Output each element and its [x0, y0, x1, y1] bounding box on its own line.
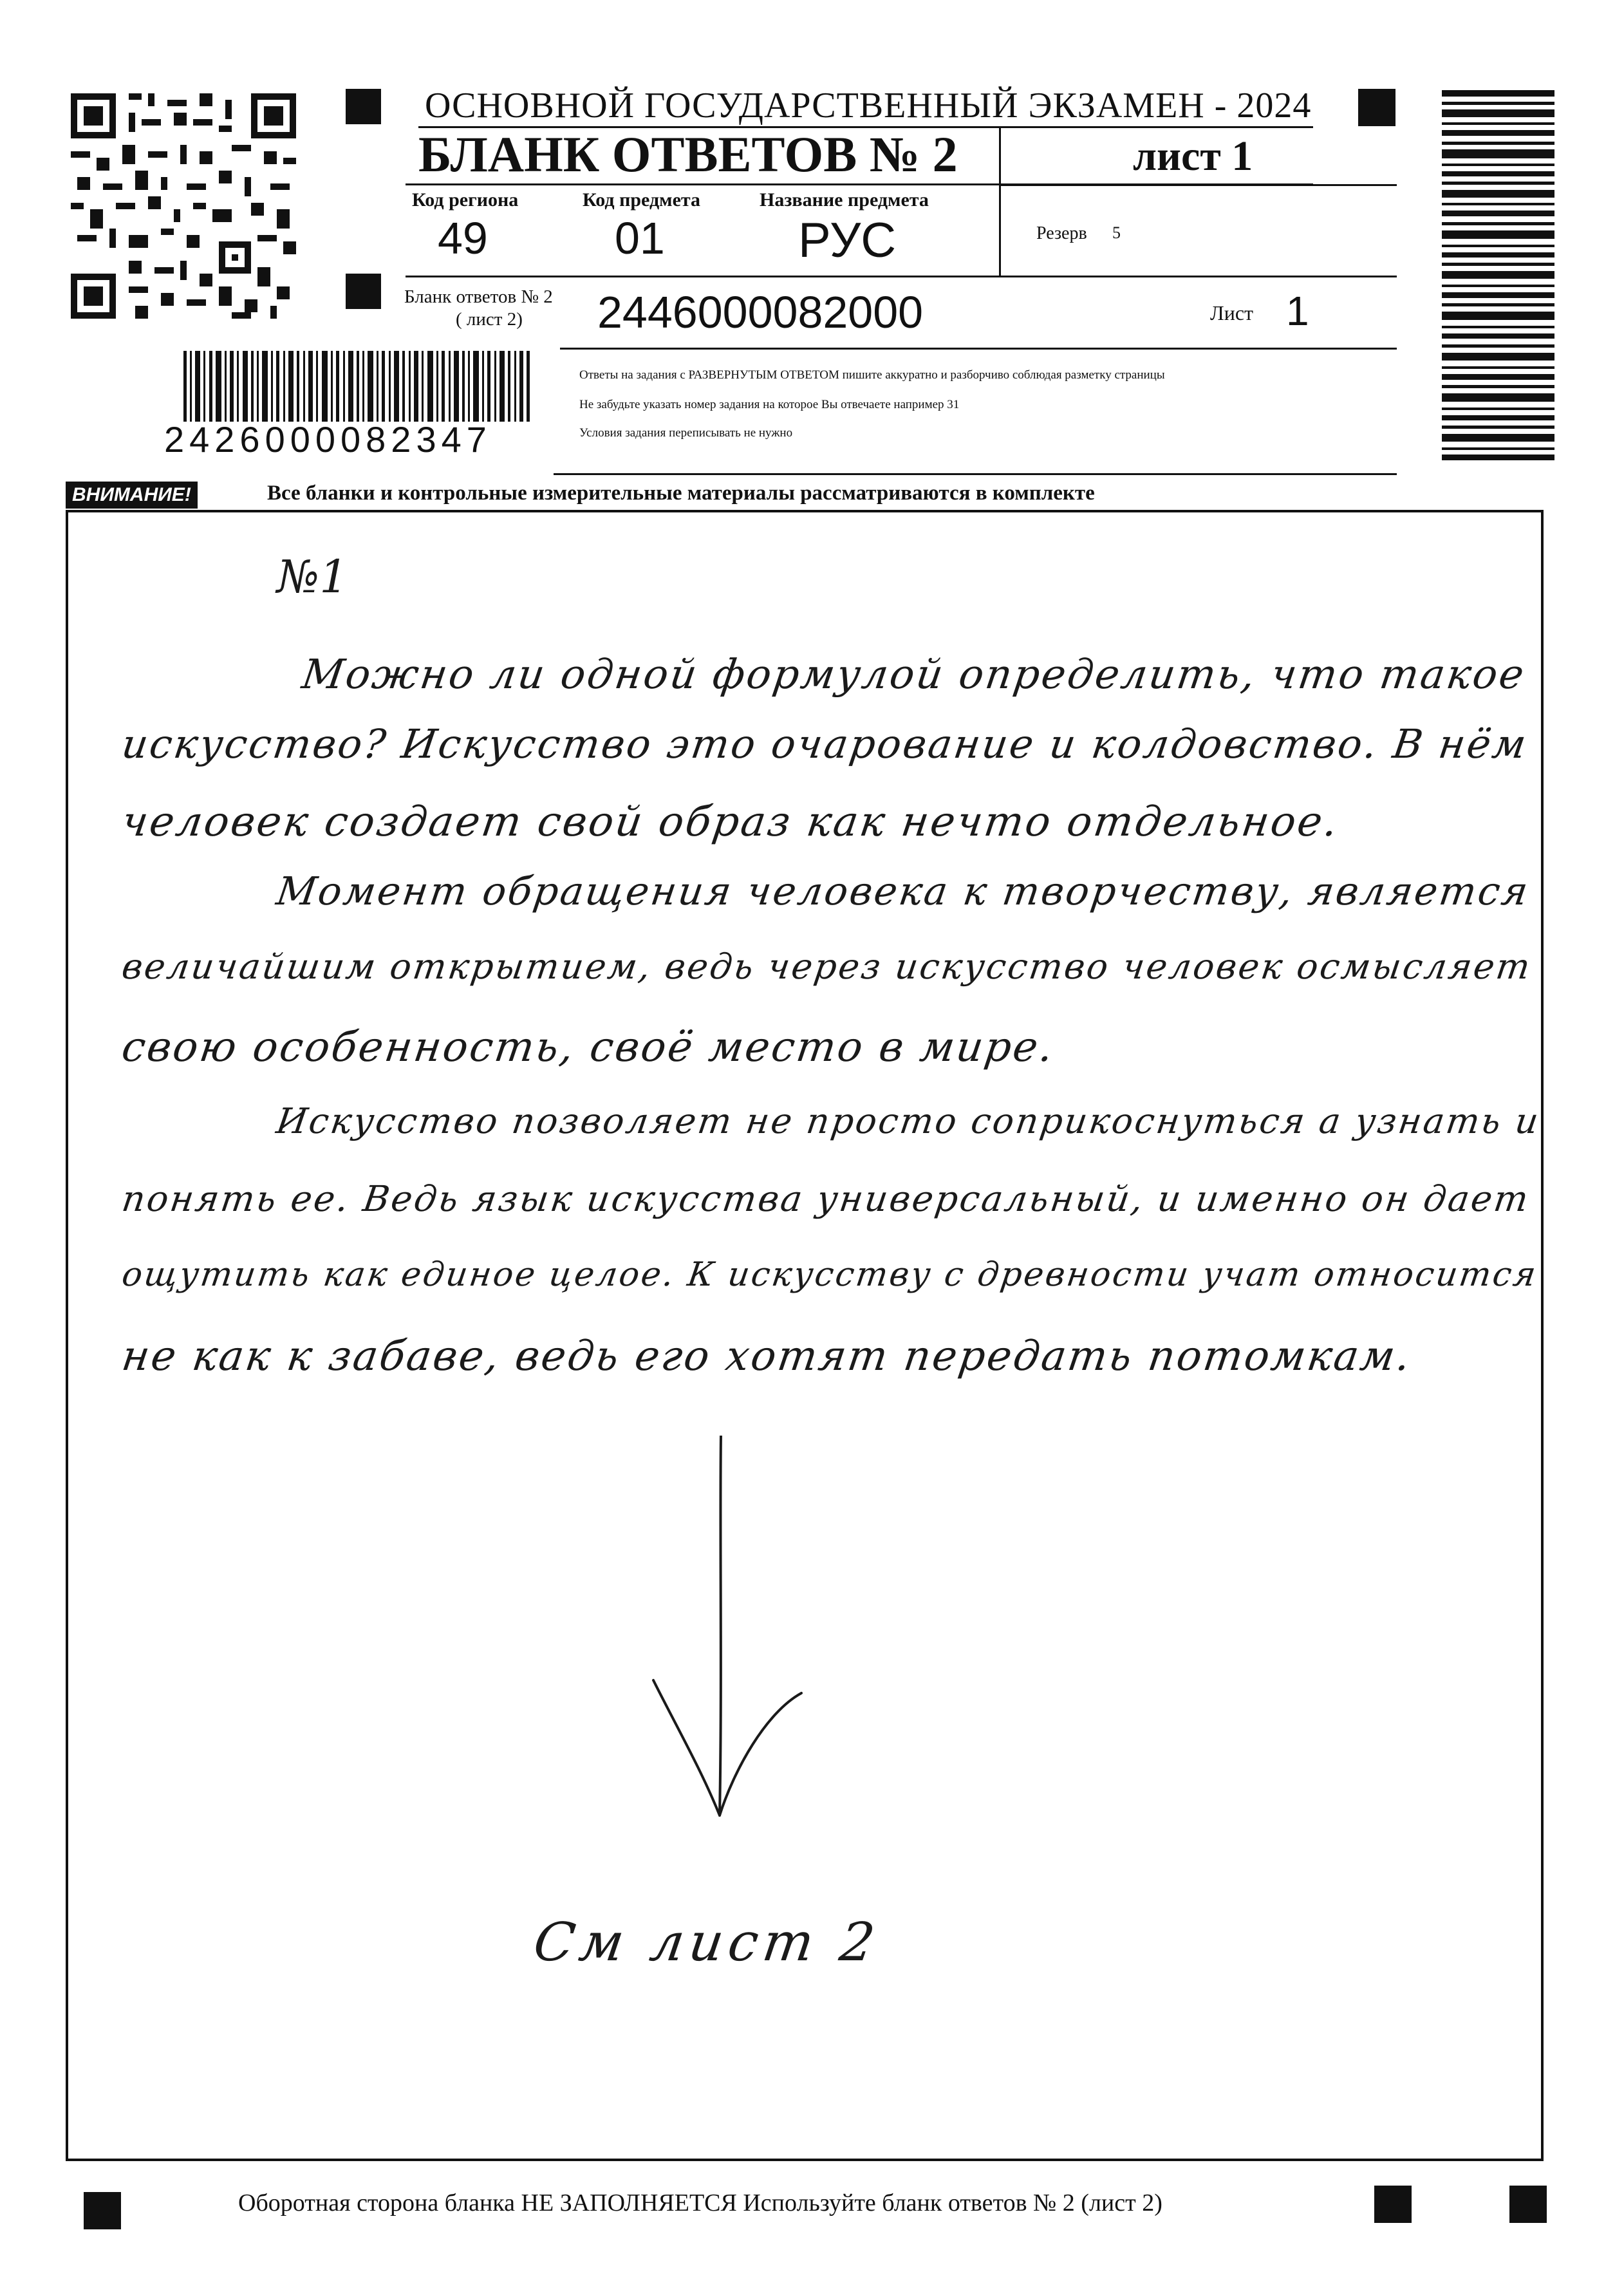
subject-name-label: Название предмета — [760, 189, 929, 211]
region-value: 49 — [438, 213, 488, 263]
form-ref-line1: Бланк ответов № 2 — [404, 286, 553, 307]
answer-line: Момент обращения человека к творчеству, является — [274, 869, 1533, 914]
registration-mark — [346, 89, 381, 124]
answer-line: человек создает свой образ как нечто отдельное. — [118, 798, 1343, 846]
registration-mark — [84, 2192, 121, 2229]
subject-code-label: Код предмета — [583, 189, 700, 211]
footer-note: Оборотная сторона бланка НЕ ЗАПОЛНЯЕТСЯ Используйте бланк ответов № 2 (лист 2) — [238, 2189, 1162, 2216]
registration-mark — [1358, 89, 1395, 126]
registration-mark — [1509, 2186, 1547, 2223]
registration-mark — [1374, 2186, 1412, 2223]
task-number: №1 — [277, 550, 348, 603]
registration-mark — [346, 274, 381, 309]
region-label: Код региона — [412, 189, 519, 211]
form-number: 2446000082000 — [597, 287, 924, 337]
sheet-label: Лист — [1210, 301, 1254, 324]
instruction-3: Условия задания переписывать не нужно — [579, 426, 793, 440]
reserve-label: Резерв — [1036, 223, 1087, 243]
divider — [999, 126, 1001, 276]
divider — [999, 184, 1397, 186]
form-title: БЛАНК ОТВЕТОВ № 2 — [418, 126, 958, 182]
instruction-2: Не забудьте указать номер задания на которое Вы отвечаете например 31 — [579, 398, 960, 411]
answer-line: Искусство позволяет не просто соприкоснуться а узнать и — [274, 1101, 1543, 1141]
divider — [406, 276, 1397, 277]
arrow-down-icon — [637, 1436, 830, 1835]
qr-code — [64, 87, 303, 325]
barcode-number: 2426000082347 — [164, 419, 492, 460]
exam-title: ОСНОВНОЙ ГОСУДАРСТВЕННЫЙ ЭКЗАМЕН - 2024 — [425, 86, 1312, 126]
attention-badge: ВНИМАНИЕ! — [66, 482, 198, 509]
answer-line: искусство? Искусство это очарование и колдовство. В нём — [118, 721, 1531, 767]
attention-text: Все бланки и контрольные измерительные материалы рассматриваются в комплекте — [267, 482, 1095, 505]
answer-line: понять ее. Ведь язык искусства универсальный, и именно он дает — [119, 1178, 1533, 1219]
divider — [554, 473, 1397, 475]
continuation-note: См лист 2 — [530, 1912, 884, 1973]
answer-line: Можно ли одной формулой определить, что такое — [299, 650, 1529, 698]
answer-line: не как к забаве, ведь его хотят передать потомкам. — [118, 1333, 1415, 1380]
sheet-title: лист 1 — [1133, 133, 1253, 180]
sheet-value: 1 — [1286, 288, 1309, 334]
answer-line: свою особенность, своё место в мире. — [118, 1024, 1058, 1071]
barcode — [183, 351, 531, 422]
instruction-1: Ответы на задания с РАЗВЕРНУТЫМ ОТВЕТОМ пишите аккуратно и разборчиво соблюдая разметку страницы — [579, 368, 1165, 382]
reserve-value: 5 — [1112, 223, 1121, 242]
subject-name-value: РУС — [798, 213, 897, 268]
subject-code-value: 01 — [615, 213, 665, 263]
form-ref-line2: ( лист 2) — [456, 309, 523, 330]
side-barcode — [1442, 90, 1554, 460]
answer-line: ощутить как единое целое. К искусству с древности учат относится — [119, 1255, 1540, 1294]
divider — [560, 348, 1397, 350]
answer-line: величайшим открытием, ведь через искусство человек осмысляет — [119, 946, 1535, 987]
